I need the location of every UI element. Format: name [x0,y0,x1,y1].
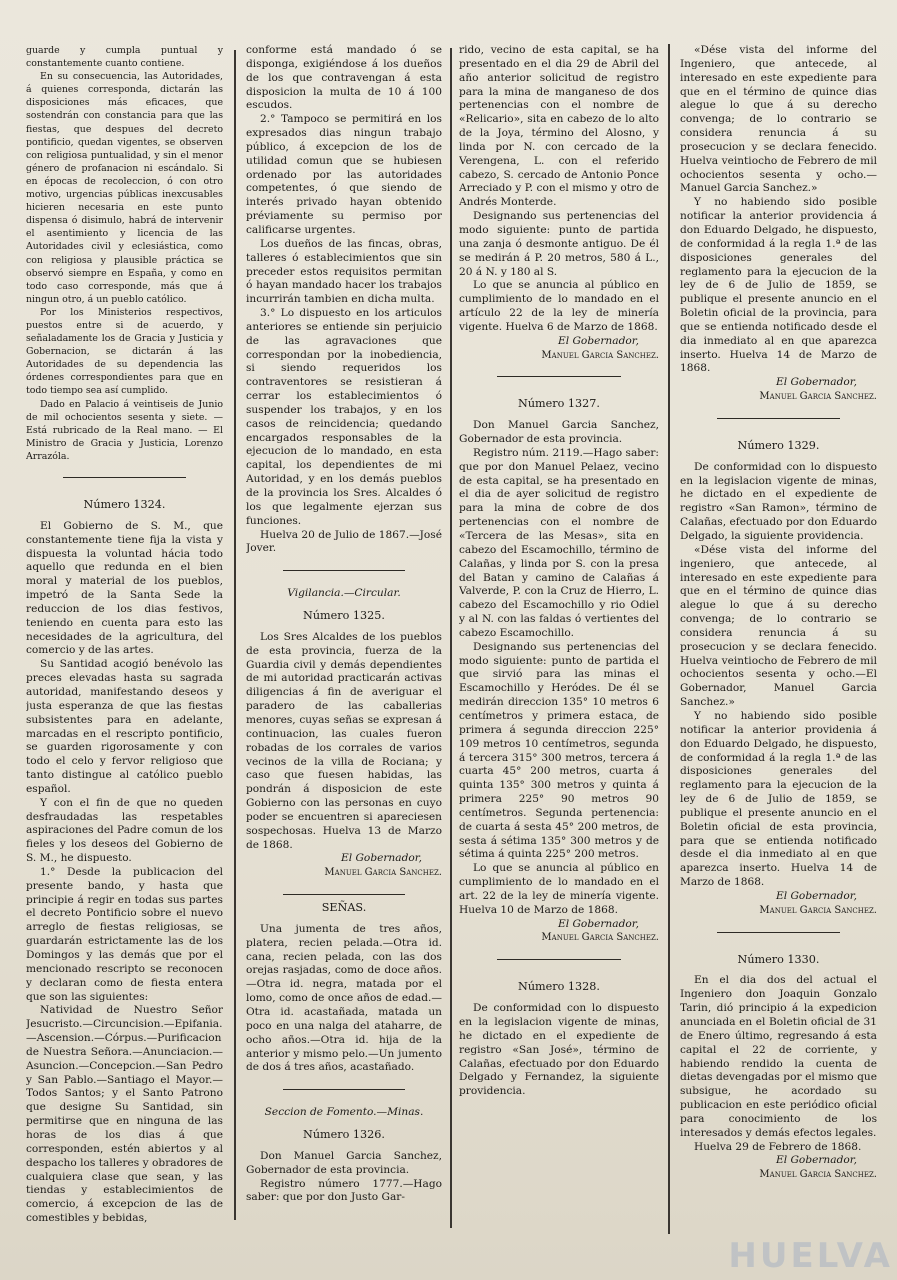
column-rule [234,50,236,1220]
separator-rule [717,932,839,933]
paragraph: 3.° Lo dispuesto en los articulos anteriores se entiende sin perjuicio de las agravaciones que correspondan por la inobediencia, si siendo requeridos los contraventores se resistieran á cerrar los establecimientos ó suspender los trabajos, y en los casos de reincidencia; quedando encargados responsables de la ejecucion de lo mandado, en esta capital, los dependientes de mi Autoridad, y en los demás pueblos de la provincia los Sres. Alcaldes ó los que legalmente ejerzan sus funciones. [246,307,442,527]
section-heading: Seccion de Fomento.—Minas. [264,1106,424,1119]
paragraph: Por los Ministerios respectivos, puestos entre si de acuerdo, y señaladamente los de Gracia y Justicia y Gobernacion, se dictarán á las Autoridades de su dependencia las órdenes correspondientes para que en todo tiempo sea así cumplido. [26,306,223,397]
paragraph: Registro número 1777.—Hago saber: que por don Justo Gar- [246,1177,442,1204]
signature-name: Manuel Garcia Sanchez. [324,867,442,879]
separator-rule [283,570,405,571]
paragraph: Huelva 20 de Julio de 1867.—José Jover. [246,528,442,555]
paragraph: Los dueños de las fincas, obras, talleres ó establecimientos que sin preceder estos requisitos permitan ó hayan mandado hacer los trabajos incurrirán tambien en dicha multa. [246,237,442,306]
signature-title: El Gobernador, [775,1154,857,1167]
separator-rule [717,418,839,419]
separator-rule [283,1089,405,1090]
paragraph: rido, vecino de esta capital, se ha presentado en el dia 29 de Abril del año anterior solicitud de registro para la mina de manganeso de dos pertenencias con el nombre de «Relicario», sita en cabezo de lo alto de la Joya, término del Alosno, y linda por N. con cercado de la Verengena, L. con el referido cabezo, S. cercado de Antonio Ponce Arreciado y P. con el mismo y otro de Andrés Monterde. [459,44,659,209]
paragraph: Su Santidad acogió benévolo las preces elevadas hasta su sagrada autoridad, manifestando deseos y justa esperanza de que las fiestas subsistentes para en adelante, marcadas en el rescripto pontificio, se guarden rigorosamente y con todo el celo y fervor religioso que tanto distingue al católico pueblo español. [26,658,223,795]
paragraph: Los Sres Alcaldes de los pueblos de esta provincia, fuerza de la Guardia civil y demás dependientes de mi autoridad practicarán activas diligencias á fin de averiguar el paradero de las caballerias menores, cuyas señas se expresan á continuacion, las cuales fueron robadas de los corrales de varios vecinos de la villa de Rociana; y caso que fuesen habidas, las pondrán á disposicion de este Gobierno con las personas en cuyo poder se encuentren si apareciesen sospechosas. Huelva 13 de Marzo de 1868. [246,630,442,851]
notice-number: Número 1325. [303,609,385,623]
paragraph: Y no habiendo sido posible notificar la anterior providencia á don Eduardo Delgado, he dispuesto, de conformidad á la regla 1.ª de las disposiciones generales del reglamento para la ejecucion de la ley de 6 de Julio de 1859, se publique el presente anuncio en el Boletin oficial de la provincia, para que se entienda notificado desde el dia inmediato al en que aparezca inserto. Huelva 14 de Marzo de 1868. [680,196,877,375]
paragraph: Y con el fin de que no queden desfraudadas las respetables aspiraciones del Padre comun de los fieles y los deseos del Gobierno de S. M., he dispuesto. [26,796,223,865]
signature-name: Manuel Garcia Sanchez. [759,391,877,403]
column-rule [450,48,452,1228]
section-heading: SEÑAS. [321,901,367,915]
signature-title: El Gobernador, [775,889,857,902]
library-watermark: HUELVA [728,1236,893,1276]
paragraph: En el dia dos del actual el Ingeniero don Joaquin Gonzalo Tarin, dió principio á la expedicion anunciada en el Boletin oficial de 31 de Enero último, regresando á esta capital el 22 de corriente, y habiendo rendido la cuenta de dietas devengadas por el mismo que subsigue, he acordado su publicacion en este periódico oficial para conocimiento de los interesados y demás efectos legales. [680,974,877,1139]
paragraph: Designando sus pertenencias del modo siguiente: punto de partida una zanja ó desmonte antiguo. De él se medirán á P. 20 metros, 580 á L., 20 á N. y 180 al S. [459,210,659,278]
column-2 [246,44,442,1266]
paragraph: Lo que se anuncia al público en cumplimiento de lo mandado en el art. 22 de la ley de minería vigente. Huelva 10 de Marzo de 1868. [459,862,659,916]
paragraph: «Dése vista del informe del ingeniero, que antecede, al interesado en este expediente para que en el término de quince dias alegue lo que á su derecho convenga; de lo contrario se considera renuncia á su prosecucion y se declara fenecido. Huelva veintiocho de Febrero de mil ochocientos sesenta y ocho.—El Gobernador, Manuel Garcia Sanchez.» [680,543,877,709]
paragraph: El Gobierno de S. M., que constantemente tiene fija la vista y dispuesta la voluntad hácia todo aquello que redunda en el bien moral y material de los pueblos, impetró de la Santa Sede la reduccion de los dias festivos, teniendo en cuenta para esto las necesidades de la agricultura, del comercio y de las artes. [26,519,223,657]
paragraph: Lo que se anuncia al público en cumplimiento de lo mandado en el artículo 22 de la ley de minería vigente. Huelva 6 de Marzo de 1868. [459,279,659,333]
paragraph: Natividad de Nuestro Señor Jesucristo.—Circuncision.—Epifania.—Ascension.—Córpus.—Purificacion de Nuestra Señora.—Anunciacion.—Asuncion.—Concepcion.—San Pedro y San Pablo.—Santiago el Mayor.—Todos Santos; y el Santo Patrono que designe Su Santidad, sin permitirse que en ninguna de las horas de los dias á que corresponden, estén abiertos y al despacho los talleres y obradores de cualquiera clase que sean, y las tiendas y establecimientos de comercio, á excepcion de las de comestibles y bebidas, [26,1004,223,1225]
paragraph: Dado en Palacio á veintiseis de Junio de mil ochocientos sesenta y siete. —Está rubricado de la Real mano. — El Ministro de Gracia y Justicia, Lorenzo Arrazóla. [26,398,223,462]
notice-number: Número 1328. [518,980,600,994]
paragraph: De conformidad con lo dispuesto en la legislacion vigente de minas, he dictado en el expediente de registro «San Ramon», término de Calañas, efectuado por don Eduardo Delgado, la siguiente providencia. [680,460,877,542]
paragraph: 2.° Tampoco se permitirá en los expresados dias ningun trabajo público, á excepcion de los de utilidad comun que se hubiesen ordenado por las autoridades competentes, ó que siendo de interés privado hayan obtenido préviamente su permiso por calificarse urgentes. [246,113,442,236]
signature-name: Manuel Garcia Sanchez. [541,932,659,944]
separator-rule [497,959,621,960]
separator-rule [497,376,621,377]
separator-rule [63,477,185,478]
paragraph: conforme está mandado ó se disponga, exigiéndose á los dueños de los que contravengan á esta disposicion la multa de 10 á 100 escudos. [246,44,442,112]
signature-title: El Gobernador, [340,852,422,865]
signature-name: Manuel Garcia Sanchez. [759,1169,877,1181]
section-heading: Vigilancia.—Circular. [287,587,401,600]
paragraph: Designando sus pertenencias del modo siguiente: punto de partida el que sirvió para las minas el Escamochillo y Heródes. De él se medirán direccion 135° 10 metros 6 centímetros y primera estaca, de primera á segunda direccion 225° 109 metros 10 centímetros, segunda á tercera 315° 300 metros, tercera á cuarta 45° 200 metros, cuarta á quinta 135° 300 metros y quinta á primera 225° 90 metros 90 centímetros. Segunda pertenencia: de cuarta á sesta 45° 200 metros, de sesta á sétima 135° 300 metros y de sétima á quinta 225° 200 metros. [459,640,659,861]
signature-title: El Gobernador, [557,917,639,930]
column-4 [680,44,877,1266]
notice-number: Número 1327. [518,397,600,411]
notice-number: Número 1324. [83,498,166,511]
paragraph: «Dése vista del informe del Ingeniero, que antecede, al interesado en este expediente para que en el término de quince dias alegue lo que á su derecho convenga; de lo contrario se considera renuncia á su prosecucion y se declara fenecido. Huelva veintiocho de Febrero de mil ochocientos sesenta y ocho.—Manuel Garcia Sanchez.» [680,44,877,195]
paragraph: Una jumenta de tres años, platera, recien pelada.—Otra id. cana, recien pelada, con las dos orejas rasjadas, como de doce años.—Otra id. negra, matada por el lomo, como de once años de edad.—Otra id. acastañada, matada un poco en una nalga del ataharre, de ocho años.—Otra id. hija de la anterior y mismo pelo.—Un jumento de dos á tres años, acastañado. [246,922,442,1074]
paragraph: Registro núm. 2119.—Hago saber: que por don Manuel Pelaez, vecino de esta capital, se ha presentado en el dia de ayer solicitud de registro para la mina de cobre de dos pertenencias con el nombre de «Tercera de las Mesas», sita en cabezo del Escamochillo, término de Calañas, y linda por S. con la presa del Batan y camino de Calañas á Valverde, P. con la Cruz de Hierro, L. cabezo del Escamochillo y rio Odiel y al N. con las faldas ó vertientes del cabezo Escamochillo. [459,446,659,639]
signature-title: El Gobernador, [557,334,639,347]
notice-number: Número 1330. [737,952,820,966]
paragraph: 1.° Desde la publicacion del presente bando, y hasta que principie á regir en todas sus partes el decreto Pontificio sobre el nuevo arreglo de fiestas religiosas, se guardarán estrictamente las de los Domingos y las demás que por el mencionado rescripto se reconocen y declaran como de fiesta entera que son las siguientes: [26,865,223,1003]
column-1 [26,44,223,1266]
column-3 [459,44,659,1266]
signature-title: El Gobernador, [775,376,857,389]
paragraph: Don Manuel Garcia Sanchez, Gobernador de esta provincia. [459,419,659,446]
notice-number: Número 1326. [303,1128,385,1142]
notice-number: Número 1329. [737,438,820,452]
signature-name: Manuel Garcia Sanchez. [541,349,659,361]
paragraph: De conformidad con lo dispuesto en la legislacion vigente de minas, he dictado en el expediente de registro «San José», término de Calañas, efectuado por don Eduardo Delgado y Fernandez, la siguiente providencia. [459,1002,659,1098]
paragraph: Don Manuel Garcia Sanchez, Gobernador de esta provincia. [246,1149,442,1176]
paragraph: guarde y cumpla puntual y constantemente cuanto contiene. [26,45,223,70]
paragraph: Y no habiendo sido posible notificar la anterior providenia á don Eduardo Delgado, he dispuesto, de conformidad á la regla 1.ª de las disposiciones generales del reglamento para la ejecucion de la ley de 6 de Julio de 1859, se publique el presente anuncio en el Boletin oficial de esta provincia, para que se entienda notificado desde el dia inmediato al en que aparezca inserto. Huelva 14 de Marzo de 1868. [680,709,877,889]
separator-rule [283,894,405,895]
paragraph: Huelva 29 de Febrero de 1868. [694,1140,862,1153]
column-rule [668,44,670,1234]
signature-name: Manuel Garcia Sanchez. [759,904,877,916]
paragraph: En su consecuencia, las Autoridades, á quienes corresponda, dictarán las disposiciones más eficaces, que sostendrán con constancia para que las fiestas, que despues del decreto pontificio, quedan vigentes, se observen con religiosa puntualidad, y sin el menor género de profanacion ni escándalo. Si en épocas de recoleccion, ó con otro motivo, urgencias públicas inexcusables hicieren necesaria en este punto dispensa ó disimulo, habrá de intervenir el asentimiento y licencia de las Autoridades civil y eclesiástica, como con religiosa y plausible práctica se observó siempre en España, y como en todo caso corresponde, más que á ningun otro, á un pueblo católico. [26,71,223,305]
